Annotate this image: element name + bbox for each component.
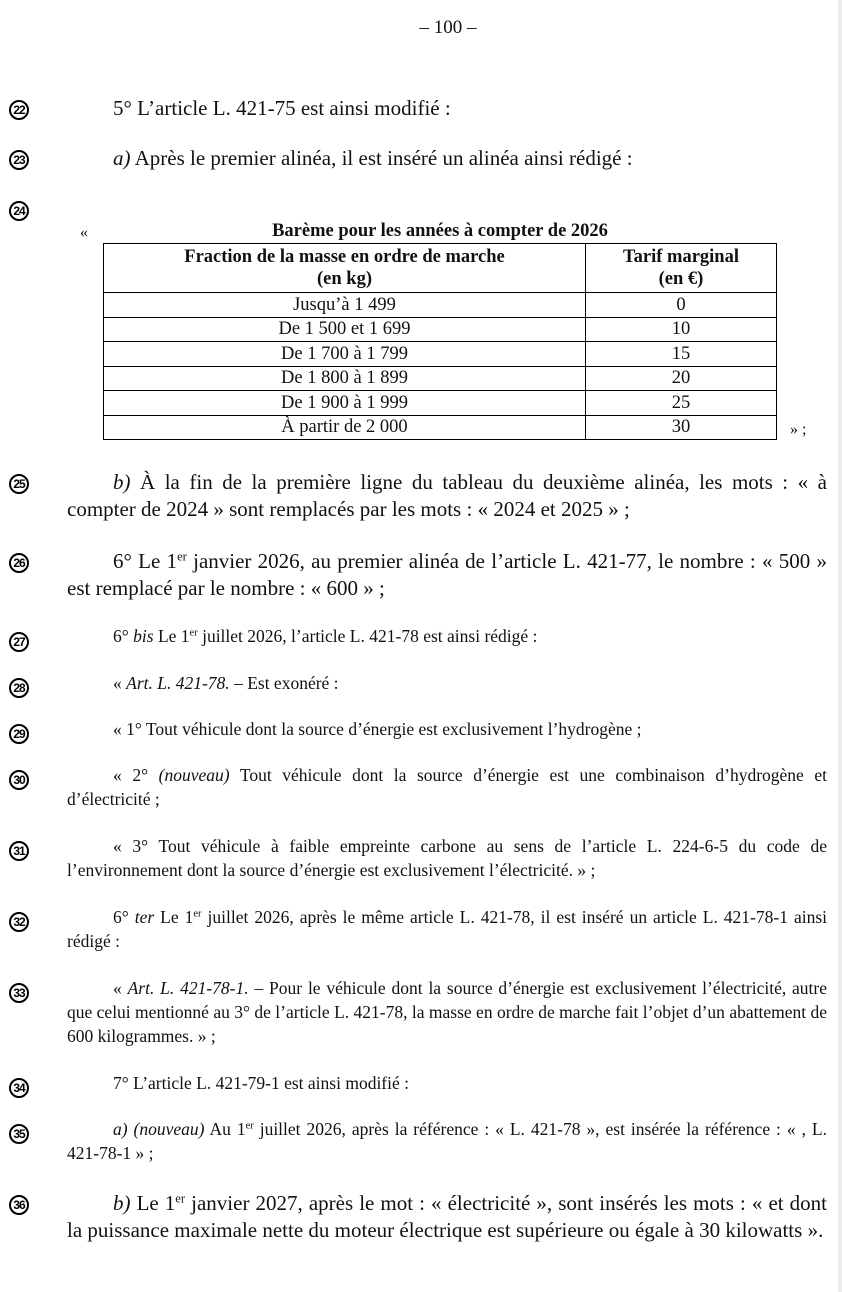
paragraph-text: Au 1 [204,1119,246,1139]
table-row [104,342,777,367]
paragraph-text: « 2° [113,765,159,785]
paragraph-text: Le 1 [154,907,194,927]
paragraph-number-badge: 34 [9,1078,29,1098]
paragraph-number-badge: 24 [9,201,29,221]
paragraph-text: « [113,673,127,693]
paragraph-number-badge: 23 [9,150,29,170]
paragraph-text: 6° [113,907,135,927]
paragraph-text: janvier 2026, au premier alinéa de l’article L. 421-77, le nombre : « 500 » est remplacé par le nombre : « 600 » ; [67,549,828,600]
paragraph-text: Le 1 [153,626,190,646]
paragraph-italic: Art. L. 421-78-1. [127,978,249,998]
cell-range: De 1 700 à 1 799 [104,342,586,367]
paragraph-italic: b) [113,470,131,494]
paragraph-number-badge: 35 [9,1124,29,1144]
paragraph-number-badge: 26 [9,553,29,573]
paragraph-number-badge: 29 [9,724,29,744]
superscript: er [189,627,198,639]
table-row [104,317,777,342]
paragraph-text: 5° L’article L. 421-75 est ainsi modifié : [113,96,451,120]
column-header-rate [586,244,777,293]
paragraph-36 [67,1190,827,1244]
paragraph-number-badge: 27 [9,632,29,652]
paragraph-34 [67,1071,827,1095]
paragraph-32 [67,905,827,953]
superscript: er [245,1120,254,1132]
paragraph-text: 6° [113,626,134,646]
paragraph-text: 7° L’article L. 421-79-1 est ainsi modifié : [113,1073,410,1093]
paragraph-26 [67,548,827,602]
paragraph-text: – Est exonéré : [229,673,339,693]
superscript: er [175,1191,186,1206]
paragraph-text: « 3° Tout véhicule à faible empreinte carbone au sens de l’article L. 224-6-5 du code de l’environnement dont la source d’énergie est exclusivement l’électricité. » ; [67,836,827,880]
paragraph-text: À la fin de la première ligne du tableau du deuxième alinéa, les mots : « à compter de 2024 » sont remplacés par les mots : « 2024 et 2025 » ; [67,470,827,521]
paragraph-25 [67,469,827,523]
paragraph-number-badge: 32 [9,912,29,932]
paragraph-text: juillet 2026, après la référence : « L. 421-78 », est insérée la référence : « , L. 421-78-1 » ; [67,1119,827,1163]
paragraph-number-badge: 25 [9,474,29,494]
table-open-quote: « [80,224,88,241]
paragraph-29 [67,717,827,741]
header-line: Tarif marginal [623,247,739,267]
paragraph-italic: a) [113,146,131,170]
column-header-mass [104,244,586,293]
paragraph-27 [67,624,827,648]
paragraph-text: « 1° Tout véhicule dont la source d’énergie est exclusivement l’hydrogène ; [113,719,642,739]
page-number: – 100 – [419,17,477,38]
paragraph-text: janvier 2027, après le mot : « électricité », sont insérés les mots : « et dont la puissance maximale nette du moteur électrique est supérieure ou égale à 30 kilowatts ». [67,1191,827,1242]
paragraph-italic: bis [133,626,154,646]
paragraph-text: Après le premier alinéa, il est inséré un alinéa ainsi rédigé : [130,146,633,170]
paragraph-28 [67,671,827,695]
paragraph-italic: b) [113,1191,131,1215]
table-row [104,293,777,318]
cell-rate: 15 [586,342,777,367]
paragraph-text: juillet 2026, l’article L. 421-78 est ainsi rédigé : [197,626,538,646]
paragraph-23 [67,145,827,172]
cell-range: De 1 900 à 1 999 [104,391,586,416]
table-row [104,366,777,391]
page-edge-strip [838,0,842,1292]
paragraph-text: 6° Le 1 [113,549,178,573]
paragraph-number-badge: 28 [9,678,29,698]
cell-range: De 1 500 et 1 699 [104,317,586,342]
table-close-quote: » ; [790,421,807,438]
paragraph-30 [67,763,827,811]
cell-rate: 25 [586,391,777,416]
cell-range: Jusqu’à 1 499 [104,293,586,318]
table-title: Barème pour les années à compter de 2026 [272,221,608,241]
paragraph-text: Le 1 [130,1191,176,1215]
paragraph-number-badge: 33 [9,983,29,1003]
paragraph-text: « [113,978,128,998]
superscript: er [193,908,202,920]
superscript: er [177,549,187,564]
cell-rate: 10 [586,317,777,342]
paragraph-number-badge: 36 [9,1195,29,1215]
cell-range: À partir de 2 000 [104,415,586,440]
header-line: Fraction de la masse en ordre de marche [184,247,505,267]
paragraph-22 [67,95,827,122]
paragraph-35 [67,1117,827,1165]
paragraph-number-badge: 31 [9,841,29,861]
header-line: (en €) [658,269,704,289]
header-line: (en kg) [317,269,372,289]
cell-rate: 30 [586,415,777,440]
paragraph-31 [67,834,827,882]
cell-range: De 1 800 à 1 899 [104,366,586,391]
paragraph-number-badge: 22 [9,100,29,120]
paragraph-italic: ter [134,907,155,927]
paragraph-text: juillet 2026, après le même article L. 421-78, il est inséré un article L. 421-78-1 ainsi rédigé : [67,907,827,951]
paragraph-33 [67,976,827,1048]
tariff-table [103,243,777,440]
table-row [104,391,777,416]
paragraph-italic: (nouveau) [158,765,230,785]
table-header-row [104,244,777,293]
table-row [104,415,777,440]
paragraph-italic: Art. L. 421-78. [126,673,230,693]
cell-rate: 0 [586,293,777,318]
paragraph-italic: a) (nouveau) [113,1119,205,1139]
paragraph-number-badge: 30 [9,770,29,790]
paragraph-text: – Pour le véhicule dont la source d’énergie est exclusivement l’électricité, autre que celui mentionné au 3° de l’article L. 421-78, la masse en ordre de marche fait l’objet d’un abattement de 600 kilogrammes. » ; [67,978,828,1046]
cell-rate: 20 [586,366,777,391]
paragraph-text: Tout véhicule dont la source d’énergie est une combinaison d’hydrogène et d’électricité ; [67,765,827,809]
